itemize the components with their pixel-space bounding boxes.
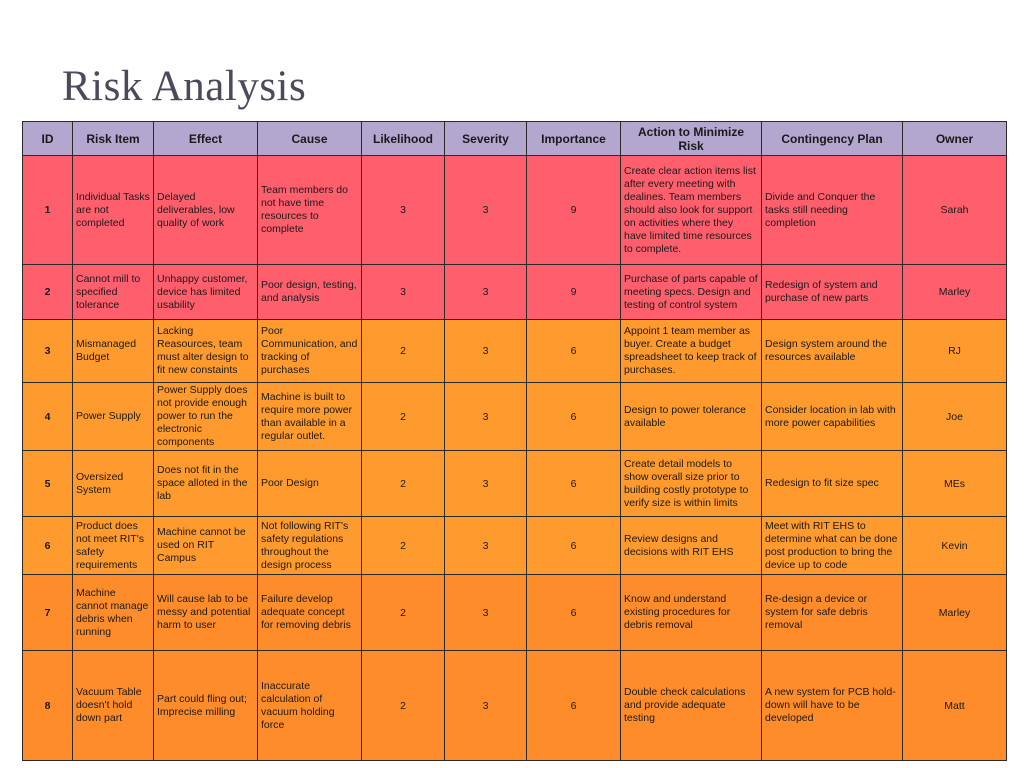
cell-owner: Sarah xyxy=(903,156,1007,265)
cell-effect: Will cause lab to be messy and potential harm to user xyxy=(154,575,258,651)
cell-likelihood: 2 xyxy=(362,320,445,383)
cell-severity: 3 xyxy=(445,383,527,451)
cell-importance: 6 xyxy=(527,383,621,451)
cell-contingency: Redesign to fit size spec xyxy=(762,451,903,517)
cell-risk-item: Vacuum Table doesn't hold down part xyxy=(73,651,154,761)
cell-id: 3 xyxy=(23,320,73,383)
header-severity: Severity xyxy=(445,122,527,156)
cell-importance: 6 xyxy=(527,320,621,383)
cell-importance: 9 xyxy=(527,156,621,265)
cell-cause: Poor Design xyxy=(258,451,362,517)
cell-contingency: Divide and Conquer the tasks still needing completion xyxy=(762,156,903,265)
cell-action: Create detail models to show overall size prior to building costly prototype to verify size is within limits xyxy=(621,451,762,517)
table-row xyxy=(23,575,1007,651)
cell-owner: Marley xyxy=(903,575,1007,651)
cell-action: Create clear action items list after every meeting with dealines. Team members should also look for support on activities where they have limited time resources to complete. xyxy=(621,156,762,265)
cell-effect: Power Supply does not provide enough power to run the electronic components xyxy=(154,383,258,451)
cell-importance: 9 xyxy=(527,265,621,320)
cell-risk-item: Machine cannot manage debris when running xyxy=(73,575,154,651)
header-action: Action to Minimize Risk xyxy=(621,122,762,156)
cell-likelihood: 2 xyxy=(362,575,445,651)
cell-likelihood: 2 xyxy=(362,517,445,575)
header-contingency: Contingency Plan xyxy=(762,122,903,156)
header-importance: Importance xyxy=(527,122,621,156)
cell-importance: 6 xyxy=(527,517,621,575)
cell-severity: 3 xyxy=(445,320,527,383)
cell-id: 4 xyxy=(23,383,73,451)
cell-owner: Matt xyxy=(903,651,1007,761)
cell-cause: Team members do not have time resources to complete xyxy=(258,156,362,265)
cell-contingency: Redesign of system and purchase of new parts xyxy=(762,265,903,320)
cell-risk-item: Mismanaged Budget xyxy=(73,320,154,383)
cell-likelihood: 2 xyxy=(362,651,445,761)
header-likelihood: Likelihood xyxy=(362,122,445,156)
cell-owner: Marley xyxy=(903,265,1007,320)
cell-action: Appoint 1 team member as buyer. Create a budget spreadsheet to keep track of purchases. xyxy=(621,320,762,383)
cell-id: 1 xyxy=(23,156,73,265)
table-row xyxy=(23,517,1007,575)
cell-effect: Delayed deliverables, low quality of work xyxy=(154,156,258,265)
cell-effect: Unhappy customer, device has limited usability xyxy=(154,265,258,320)
table-row xyxy=(23,383,1007,451)
table-header-row xyxy=(23,122,1007,156)
cell-risk-item: Individual Tasks are not completed xyxy=(73,156,154,265)
cell-cause: Poor Communication, and tracking of purchases xyxy=(258,320,362,383)
cell-id: 2 xyxy=(23,265,73,320)
cell-id: 7 xyxy=(23,575,73,651)
header-risk-item: Risk Item xyxy=(73,122,154,156)
cell-severity: 3 xyxy=(445,651,527,761)
cell-owner: MEs xyxy=(903,451,1007,517)
table-row xyxy=(23,451,1007,517)
cell-severity: 3 xyxy=(445,517,527,575)
cell-severity: 3 xyxy=(445,265,527,320)
cell-contingency: Design system around the resources available xyxy=(762,320,903,383)
cell-action: Know and understand existing procedures for debris removal xyxy=(621,575,762,651)
page-title: Risk Analysis xyxy=(62,63,307,110)
cell-effect: Machine cannot be used on RIT Campus xyxy=(154,517,258,575)
cell-id: 8 xyxy=(23,651,73,761)
cell-action: Review designs and decisions with RIT EHS xyxy=(621,517,762,575)
cell-likelihood: 2 xyxy=(362,451,445,517)
cell-importance: 6 xyxy=(527,651,621,761)
header-effect: Effect xyxy=(154,122,258,156)
cell-owner: Joe xyxy=(903,383,1007,451)
cell-id: 5 xyxy=(23,451,73,517)
cell-effect: Lacking Reasources, team must alter design to fit new constaints xyxy=(154,320,258,383)
cell-risk-item: Oversized System xyxy=(73,451,154,517)
cell-risk-item: Power Supply xyxy=(73,383,154,451)
cell-cause: Not following RIT's safety regulations throughout the design process xyxy=(258,517,362,575)
cell-contingency: Meet with RIT EHS to determine what can be done post production to bring the device up to code xyxy=(762,517,903,575)
cell-owner: RJ xyxy=(903,320,1007,383)
cell-cause: Failure develop adequate concept for removing debris xyxy=(258,575,362,651)
cell-effect: Part could fling out; Imprecise milling xyxy=(154,651,258,761)
cell-likelihood: 3 xyxy=(362,265,445,320)
cell-cause: Inaccurate calculation of vacuum holding force xyxy=(258,651,362,761)
cell-severity: 3 xyxy=(445,451,527,517)
table-row xyxy=(23,320,1007,383)
cell-risk-item: Cannot mill to specified tolerance xyxy=(73,265,154,320)
cell-importance: 6 xyxy=(527,575,621,651)
cell-action: Design to power tolerance available xyxy=(621,383,762,451)
cell-action: Purchase of parts capable of meeting specs. Design and testing of control system xyxy=(621,265,762,320)
cell-importance: 6 xyxy=(527,451,621,517)
header-id: ID xyxy=(23,122,73,156)
risk-table xyxy=(22,121,1007,761)
cell-cause: Machine is built to require more power than available in a regular outlet. xyxy=(258,383,362,451)
cell-effect: Does not fit in the space alloted in the lab xyxy=(154,451,258,517)
cell-risk-item: Product does not meet RIT's safety requirements xyxy=(73,517,154,575)
cell-action: Double check calculations and provide adequate testing xyxy=(621,651,762,761)
cell-contingency: A new system for PCB hold-down will have to be developed xyxy=(762,651,903,761)
cell-severity: 3 xyxy=(445,156,527,265)
cell-contingency: Consider location in lab with more power capabilities xyxy=(762,383,903,451)
cell-contingency: Re-design a device or system for safe debris removal xyxy=(762,575,903,651)
header-owner: Owner xyxy=(903,122,1007,156)
table-row xyxy=(23,156,1007,265)
cell-severity: 3 xyxy=(445,575,527,651)
cell-owner: Kevin xyxy=(903,517,1007,575)
cell-cause: Poor design, testing, and analysis xyxy=(258,265,362,320)
cell-likelihood: 3 xyxy=(362,156,445,265)
cell-id: 6 xyxy=(23,517,73,575)
table-row xyxy=(23,265,1007,320)
table-row xyxy=(23,651,1007,761)
cell-likelihood: 2 xyxy=(362,383,445,451)
header-cause: Cause xyxy=(258,122,362,156)
